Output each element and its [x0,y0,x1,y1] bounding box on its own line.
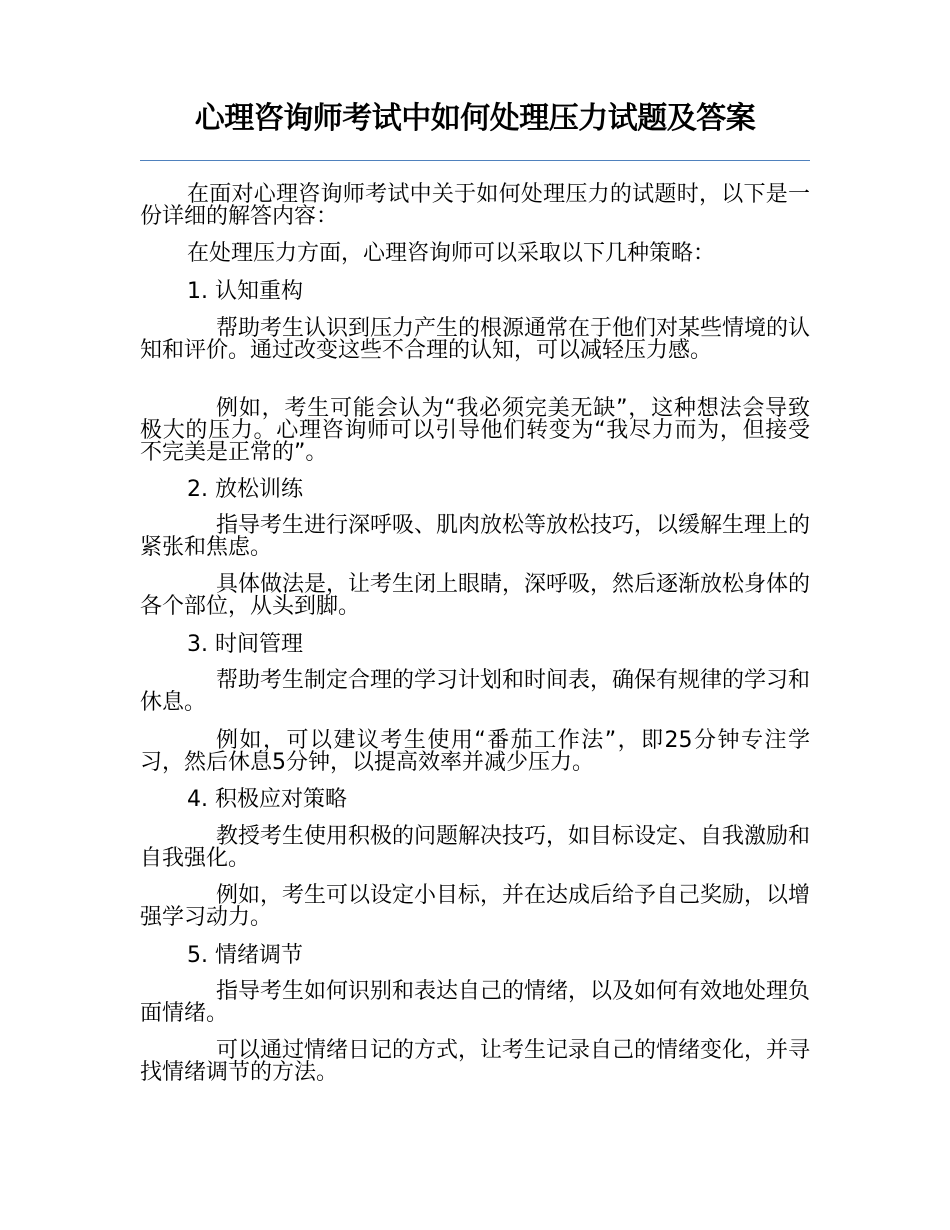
section-5-paragraph-1: 指导考生如何识别和表达自己的情绪，以及如何有效地处理负面情绪。 [140,979,811,1026]
section-2-paragraph-2: 具体做法是，让考生闭上眼睛，深呼吸，然后逐渐放松身体的各个部位，从头到脚。 [140,572,811,619]
section-3-paragraph-2: 例如，可以建议考生使用“番茄工作法”，即25分钟专注学习，然后休息5分钟，以提高效率并减少压力。 [140,728,810,775]
section-2-paragraph-1: 指导考生进行深呼吸、肌肉放松等放松技巧，以缓解生理上的紧张和焦虑。 [140,513,811,560]
section-heading-1: 1. 认知重构 [187,279,303,304]
section-1-paragraph-1: 帮助考生认识到压力产生的根源通常在于他们对某些情境的认知和评价。通过改变这些不合理的认知，可以减轻压力感。 [140,316,811,363]
section-heading-4: 4. 积极应对策略 [187,787,347,812]
strategy-intro-paragraph: 在处理压力方面，心理咨询师可以采取以下几种策略： [187,241,716,266]
section-1-paragraph-2: 例如，考生可能会认为“我必须完美无缺”，这种想法会导致极大的压力。心理咨询师可以引导他们转变为“我尽力而为，但接受不完美是正常的”。 [140,396,810,465]
section-4-paragraph-2: 例如，考生可以设定小目标，并在达成后给予自己奖励，以增强学习动力。 [140,883,811,930]
title-underline [140,160,810,161]
section-heading-2: 2. 放松训练 [187,477,303,502]
section-heading-5: 5. 情绪调节 [187,943,303,968]
section-4-paragraph-1: 教授考生使用积极的问题解决技巧，如目标设定、自我激励和自我强化。 [140,824,811,871]
section-5-paragraph-2: 可以通过情绪日记的方式，让考生记录自己的情绪变化，并寻找情绪调节的方法。 [140,1038,811,1085]
intro-paragraph: 在面对心理咨询师考试中关于如何处理压力的试题时，以下是一份详细的解答内容： [140,182,810,229]
section-3-paragraph-1: 帮助考生制定合理的学习计划和时间表，确保有规律的学习和休息。 [140,668,811,715]
section-heading-3: 3. 时间管理 [187,632,303,657]
document-title: 心理咨询师考试中如何处理压力试题及答案 [194,101,756,136]
